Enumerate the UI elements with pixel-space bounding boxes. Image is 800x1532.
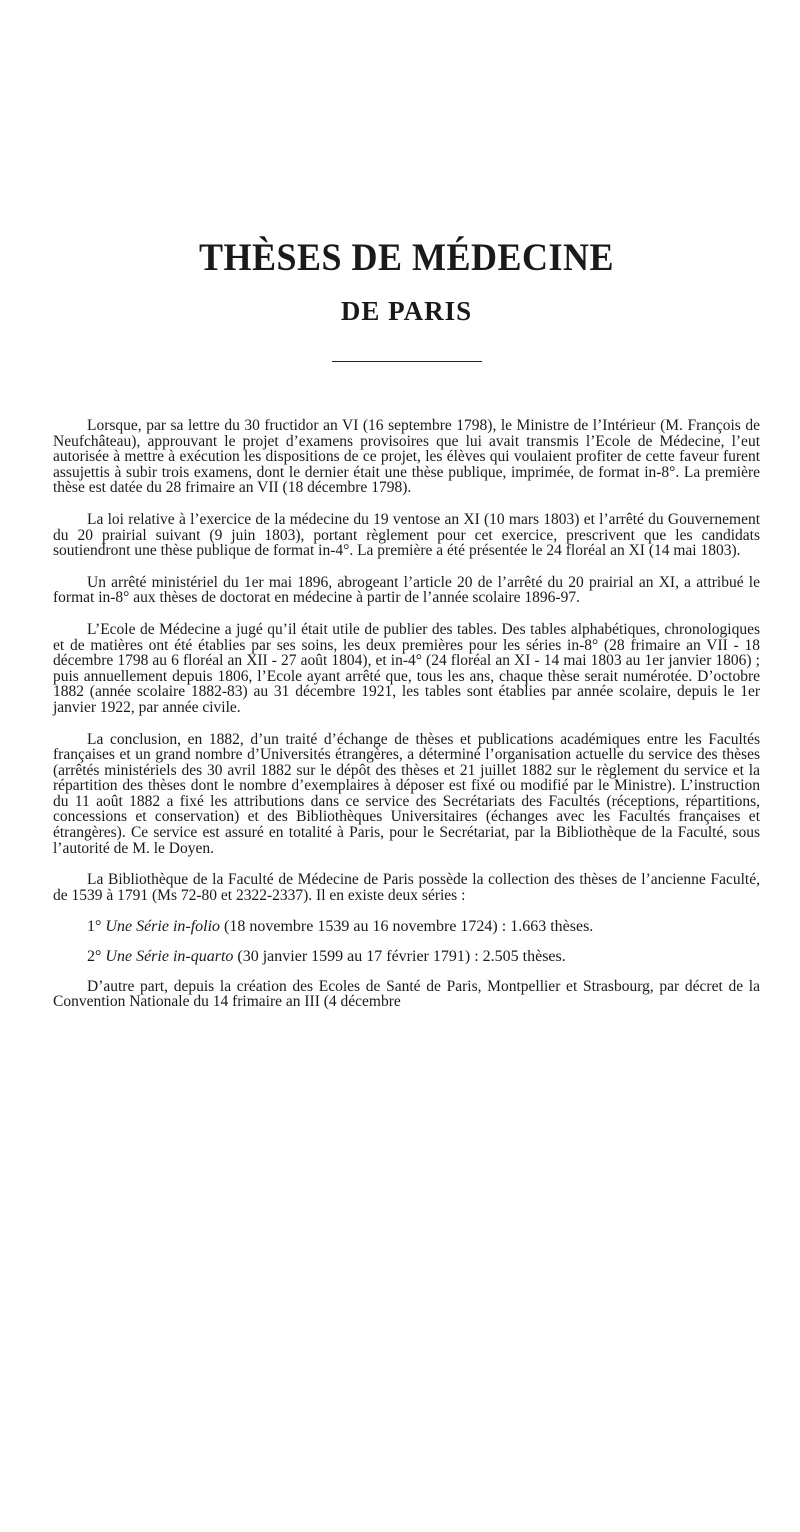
series-number: 2° — [87, 948, 102, 966]
series-number: 1° — [87, 918, 102, 936]
paragraph-final: D’autre part, depuis la création des Ecoles de Santé de Paris, Montpellier et Strasbourg, par décret de la Convention Nationale du 14 frimaire an III (4 décembre — [53, 977, 760, 1011]
page-title: THÈSES DE MÉDECINE — [198, 235, 615, 279]
document-page — [0, 236, 800, 1532]
series-item-2 — [53, 949, 760, 965]
series-name: Une Série in-folio — [105, 918, 221, 936]
page-subtitle: DE PARIS — [340, 296, 473, 326]
document-body — [53, 418, 760, 1010]
paragraph-3: Un arrêté ministériel du 1er mai 1896, abrogeant l’article 20 de l’arrêté du 20 prairial an XI, a attribué le format in-8° aux thèses de doctorat en médecine à partir de l’année scolaire 1896-97. — [53, 573, 760, 607]
series-range: (18 novembre 1539 au 16 novembre 1724) : 1.663 thèses. — [224, 918, 594, 936]
paragraph-4: L’Ecole de Médecine a jugé qu’il était utile de publier des tables. Des tables alphabétiques, chronologiques et de matières ont été établies par ses soins, les deux premières pour les séries in-8° (28 frimaire an VII - 18 décembre 1798 au 6 floréal an XII - 27 août 1804), et in-4° (24 floréal an XI - 14 mai 1803 au 1er janvier 1806) ; puis annuellement depuis 1806, l’Ecole ayant arrêté que, tous les ans, chaque thèse serait numérotée. D’octobre 1882 (année scolaire 1882-83) au 31 décembre 1921, les tables sont établies par année scolaire, depuis le 1er janvier 1922, par année civile. — [53, 620, 760, 716]
paragraph-6: La Bibliothèque de la Faculté de Médecine de Paris possède la collection des thèses de l’ancienne Faculté, de 1539 à 1791 (Ms 72-80 et 2322-2337). Il en existe deux séries : — [53, 871, 760, 904]
title-divider — [332, 361, 482, 362]
paragraph-5: La conclusion, en 1882, d’un traité d’échange de thèses et publications académiques entre les Facultés françaises et un grand nombre d’Universités étrangères, a déterminé l’organisation actuelle du service des thèses (arrêtés ministériels des 30 avril 1882 sur le dépôt des thèses et 21 juillet 1882 sur le règlement du service et la répartition des thèses dont le nombre d’exemplaires à déposer est fixé ou modifié par le Ministre). L’instruction du 11 août 1882 a fixé les attributions dans ce service des Secrétariats des Facultés (réceptions, répartitions, concessions et conservation) et des Bibliothèques Universitaires (échanges avec les Facultés françaises et étrangères). Ce service est assuré en totalité à Paris, pour le Secrétariat, par la Bibliothèque de la Faculté, sous l’autorité de M. le Doyen. — [53, 730, 760, 857]
series-item-1 — [53, 919, 760, 935]
paragraph-2: La loi relative à l’exercice de la médecine du 19 ventose an XI (10 mars 1803) et l’arrêté du Gouvernement du 20 prairial suivant (9 juin 1803), portant règlement pour cet exercice, prescrivent que les candidats soutiendront une thèse publique de format in-4°. La première a été présentée le 24 floréal an XI (14 mai 1803). — [53, 510, 760, 560]
paragraph-1: Lorsque, par sa lettre du 30 fructidor an VI (16 septembre 1798), le Ministre de l’Intérieur (M. François de Neufchâteau), approuvant le projet d’examens provisoires que lui avait transmis l’Ecole de Médecine, l’eut autorisée à mettre à exécution les dispositions de ce projet, les élèves qui voulaient profiter de cette faveur furent assujettis à subir trois examens, dont le dernier était une thèse publique, imprimée, de format in-8°. La première thèse est datée du 28 frimaire an VII (18 décembre 1798). — [53, 417, 760, 497]
series-name: Une Série in-quarto — [105, 948, 234, 966]
series-range: (30 janvier 1599 au 17 février 1791) : 2.505 thèses. — [237, 948, 566, 966]
